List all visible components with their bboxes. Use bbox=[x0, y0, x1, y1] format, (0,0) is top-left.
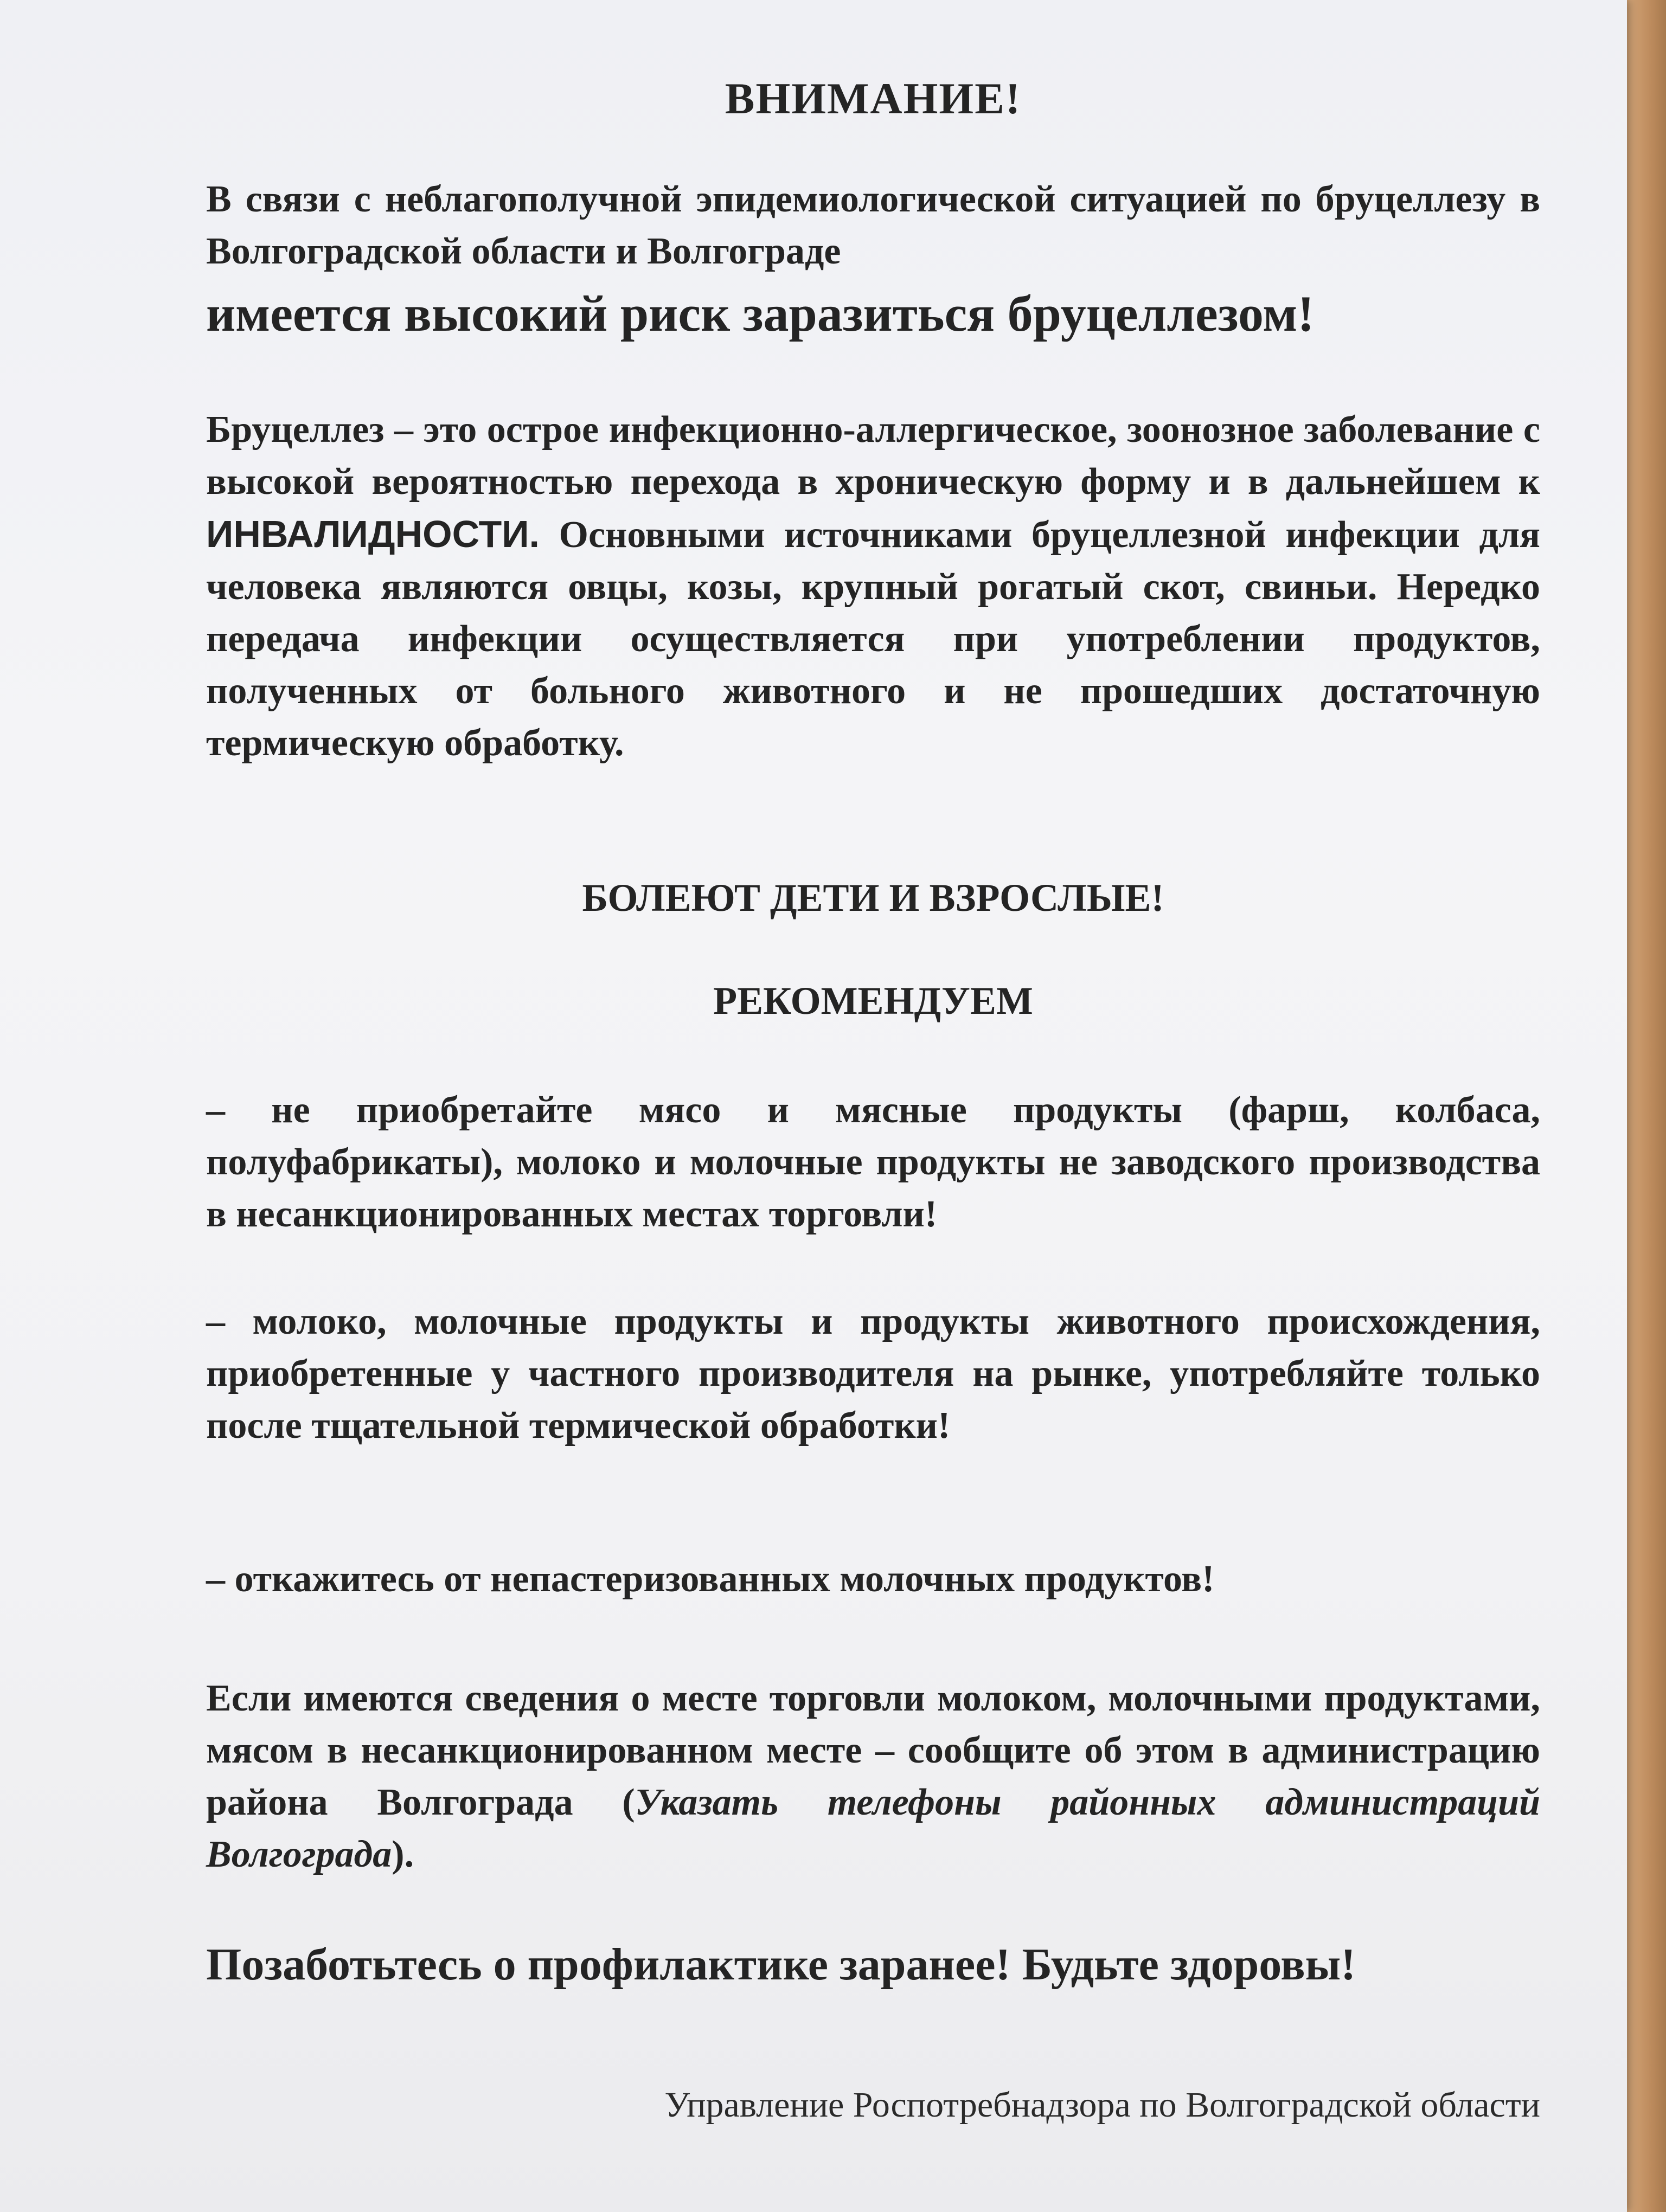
recommendation-item: – не приобретайте мясо и мясные продукты (фарш, колбаса, полуфабрикаты), молоко и молочные продукты не заводского производства в несанкционированных местах торговли! bbox=[206, 1089, 1540, 1235]
infection-sources-text: Основными источниками бруцеллезной инфекции для человека являются овцы, козы, крупный рогатый скот, свиньи. Нередко передача инфекции осуществляется при употреблении продуктов, полученных от больного животного и не прошедших достаточную термическую обработку. bbox=[206, 514, 1540, 764]
recommend-heading: РЕКОМЕНДУЕМ bbox=[713, 979, 1033, 1023]
signature: Управление Роспотребнадзора по Волгоградской области bbox=[664, 2085, 1540, 2125]
risk-statement: имеется высокий риск заразиться бруцеллезом! bbox=[206, 286, 1315, 342]
report-paragraph bbox=[206, 1673, 1540, 1881]
description-text: Бруцеллез – это острое инфекционно-аллергическое, зоонозное заболевание с высокой вероятностью перехода в хроническую форму и в дальнейшем к bbox=[206, 409, 1540, 503]
intro-paragraph: В связи с неблагополучной эпидемиологической ситуацией по бруцеллезу в Волгоградской области и Волгограде bbox=[206, 178, 1540, 272]
report-text: Если имеются сведения о месте торговли молоком, молочными продуктами, мясом в несанкционированном месте – сообщите об этом в администрацию района Волгограда ( bbox=[206, 1677, 1540, 1823]
sick-heading: БОЛЕЮТ ДЕТИ И ВЗРОСЛЫЕ! bbox=[582, 876, 1164, 919]
disease-description bbox=[206, 404, 1540, 769]
report-end: ). bbox=[392, 1834, 414, 1875]
recommendation-item: – откажитесь от непастеризованных молочных продуктов! bbox=[206, 1558, 1215, 1600]
disability-emphasis: ИНВАЛИДНОСТИ. bbox=[206, 513, 540, 555]
notice-title: ВНИМАНИЕ! bbox=[725, 74, 1022, 123]
recommendation-item: – молоко, молочные продукты и продукты животного происхождения, приобретенные у частного производителя на рынке, употребляйте только после тщательной термической обработки! bbox=[206, 1301, 1540, 1446]
report-phones-placeholder: Указать телефоны районных администраций Волгограда bbox=[206, 1782, 1540, 1875]
closing-statement: Позаботьтесь о профилактике заранее! Будьте здоровы! bbox=[206, 1939, 1356, 1990]
